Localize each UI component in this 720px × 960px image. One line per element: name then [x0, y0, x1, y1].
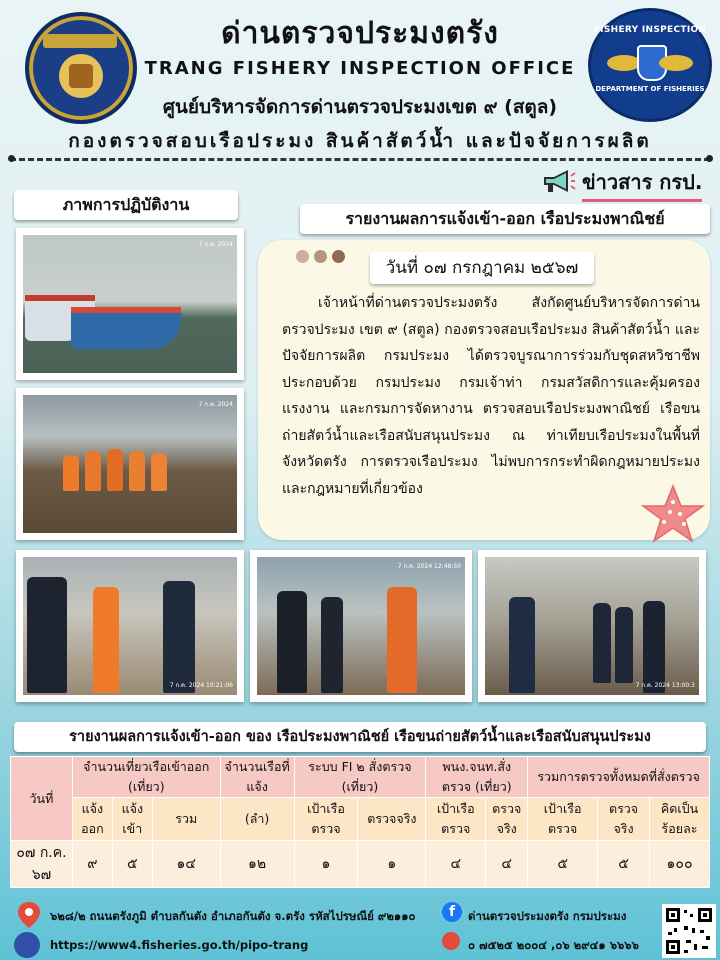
person-shape — [129, 451, 145, 491]
logo-right-top-text: FISHERY INSPECTION — [593, 25, 707, 35]
person-shape — [63, 455, 79, 491]
phone-icon — [442, 932, 460, 950]
globe-icon — [14, 932, 40, 958]
person-shape — [107, 449, 123, 491]
cell-sum: ๑๔ — [152, 841, 220, 888]
news-badge — [540, 166, 710, 196]
subheader-out: แจ้งออก — [72, 798, 112, 841]
subheader-in: แจ้งเข้า — [112, 798, 152, 841]
logo-band — [43, 34, 117, 48]
cell-boats: ๑๒ — [220, 841, 294, 888]
photo-document-check — [16, 550, 244, 702]
page-title-thai: ด่านตรวจประมงตรัง — [221, 16, 499, 51]
starfish-icon — [640, 484, 706, 544]
card-dot — [332, 250, 345, 263]
cell-total-actual: ๕ — [598, 841, 650, 888]
facebook-icon[interactable]: f — [442, 902, 462, 922]
boat-shape — [71, 307, 181, 349]
cell-officer-actual: ๔ — [486, 841, 528, 888]
cell-total-target: ๕ — [528, 841, 598, 888]
photo-timestamp: 7 ก.ค. 2024 10:21:06 — [169, 682, 233, 689]
divider-dot-right — [706, 155, 713, 162]
report-table — [10, 756, 710, 888]
logo-wing-right — [659, 55, 693, 71]
person-shape — [93, 587, 119, 693]
footer-phone-numbers: ๐ ๗๕๒๕ ๒๐๐๔ ,๐๖ ๒๙๔๑ ๖๖๖๖ — [468, 938, 639, 952]
subheader-officer-target: เป้าเรือตรวจ — [426, 798, 486, 841]
megaphone-icon — [540, 168, 576, 194]
report-body-text: เจ้าหน้าที่ด่านตรวจประมงตรัง สังกัดศูนย์บริหารจัดการด่านตรวจประมง เขต ๙ (สตูล) กองตรวจสอบเรือประมง สินค้าสัตว์น้ำ และปัจจัยการผลิต กรมประมง ได้ตรวจบูรณาการร่วมกับชุดสหวิชาชีพ ประกอบด้วย กรมประมง กรมเจ้าท่า กรมสวัสดิการและคุ้มครองแรงงาน และกรมการจัดหางาน ตรวจสอบเรือประมงพาณิชย์ เรือขนถ่ายสัตว์น้ำและเรือสนับสนุนประมง ณ ท่าเทียบเรือประมงในพื้นที่จังหวัดตรัง การตรวจเรือประมง ไม่พบการกระทำผิดกฎหมายประมงและกฎหมายที่เกี่ยวข้อง — [282, 295, 700, 497]
cell-fi-actual: ๑ — [358, 841, 426, 888]
photo-boats-at-pier — [16, 228, 244, 380]
report-heading: รายงานผลการแจ้งเข้า-ออก เรือประมงพาณิชย์ — [300, 204, 710, 234]
fishery-inspection-logo — [588, 8, 712, 122]
logo-right-bottom-text: DEPARTMENT OF FISHERIES — [595, 85, 705, 93]
person-shape — [593, 603, 611, 683]
photo-team-on-pier — [16, 388, 244, 540]
subheader-total-actual: ตรวจจริง — [598, 798, 650, 841]
subheader-sum: รวม — [152, 798, 220, 841]
divider-dot-left — [8, 155, 15, 162]
photo-timestamp: 7 ก.ค. 2024 — [198, 401, 233, 408]
column-header-day: วันที่ — [11, 757, 73, 841]
person-shape — [277, 591, 307, 693]
logo-wing-left — [607, 55, 641, 71]
cell-in: ๕ — [112, 841, 152, 888]
subheader-unit: (ลำ) — [220, 798, 294, 841]
person-shape — [27, 577, 67, 693]
subheader-total-target: เป้าเรือตรวจ — [528, 798, 598, 841]
qr-code[interactable] — [662, 904, 716, 958]
news-label: ข่าวสาร กรป. — [582, 166, 702, 202]
cell-total-percent: ๑๐๐ — [650, 841, 710, 888]
table-header-row — [11, 757, 710, 798]
subheader-fi-actual: ตรวจจริง — [358, 798, 426, 841]
subheader-fi-target: เป้าเรือตรวจ — [294, 798, 358, 841]
footer-facebook-page[interactable]: ด่านตรวจประมงตรัง กรมประมง — [468, 909, 627, 923]
photo-timestamp: 7 ก.ค. 2024 — [198, 241, 233, 248]
table-title: รายงานผลการแจ้งเข้า-ออก ของ เรือประมงพาณิชย์ เรือขนถ่ายสัตว์น้ำและเรือสนับสนุนประมง — [14, 722, 706, 752]
photo-timestamp: 7 ก.ค. 2024 13:00:3 — [635, 682, 695, 689]
footer-address: ๖๒๘/๒ ถนนตรังภูมิ ตำบลกันตัง อำเภอกันตัง จ.ตรัง รหัสไปรษณีย์ ๙๒๑๑๐ — [50, 909, 416, 923]
person-shape — [321, 597, 343, 693]
report-date: วันที่ ๐๗ กรกฎาคม ๒๕๖๗ — [370, 252, 594, 284]
subtitle-division: กองตรวจสอบเรือประมง สินค้าสัตว์น้ำ และปัจจัยการผลิต — [68, 130, 652, 152]
cell-officer-target: ๔ — [426, 841, 486, 888]
table-subheader-row — [11, 798, 710, 841]
cell-fi-target: ๑ — [294, 841, 358, 888]
person-shape — [509, 597, 535, 693]
subheader-officer-actual: ตรวจจริง — [486, 798, 528, 841]
column-group-total: รวมการตรวจทั้งหมดที่สั่งตรวจ — [528, 757, 710, 798]
column-group-fi2: ระบบ FI ๒ สั่งตรวจ (เที่ยว) — [294, 757, 426, 798]
photos-heading: ภาพการปฏิบัติงาน — [14, 190, 238, 220]
person-shape — [643, 601, 665, 693]
subheader-total-percent: คิดเป็นร้อยละ — [650, 798, 710, 841]
footer-website-link[interactable]: https://www4.fisheries.go.th/pipo-trang — [50, 938, 309, 952]
column-group-trips: จำนวนเที่ยวเรือเข้าออก (เที่ยว) — [72, 757, 220, 798]
column-group-officer: พนง.จนท.สั่งตรวจ (เที่ยว) — [426, 757, 528, 798]
person-shape — [85, 451, 101, 491]
card-dot — [296, 250, 309, 263]
person-shape — [163, 581, 195, 693]
location-pin-icon — [14, 900, 44, 930]
card-dot — [314, 250, 327, 263]
page-title-english: TRANG FISHERY INSPECTION OFFICE — [144, 58, 576, 79]
subtitle-center: ศูนย์บริหารจัดการด่านตรวจประมงเขต ๙ (สตูล) — [162, 96, 558, 118]
table-row — [11, 841, 710, 888]
person-shape — [151, 453, 167, 491]
cell-day: ๐๗ ก.ค. ๖๗ — [11, 841, 73, 888]
photo-inspection-walk — [250, 550, 472, 702]
person-shape — [387, 587, 417, 693]
header-divider — [10, 158, 710, 161]
photo-timestamp: 7 ก.ค. 2024 12:48:50 — [397, 563, 461, 570]
photo-pier-interview — [478, 550, 706, 702]
logo-emblem-inner — [69, 64, 93, 88]
column-group-boats: จำนวนเรือที่แจ้ง — [220, 757, 294, 798]
cell-out: ๙ — [72, 841, 112, 888]
person-shape — [615, 607, 633, 683]
